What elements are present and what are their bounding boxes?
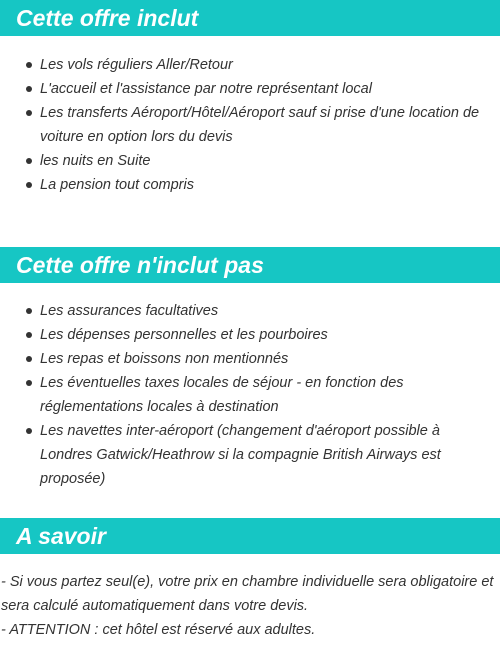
list-item: Les dépenses personnelles et les pourboires [26,323,494,347]
included-list [0,53,500,197]
excluded-section [0,247,500,491]
list-item: La pension tout compris [26,173,494,197]
list-item: Les repas et boissons non mentionnés [26,347,494,371]
list-item: Les assurances facultatives [26,299,494,323]
list-item: Les vols réguliers Aller/Retour [26,53,494,77]
info-line: - ATTENTION : cet hôtel est réservé aux adultes. [1,622,316,638]
info-section [0,518,500,642]
list-item: Les navettes inter-aéroport (changement d'aéroport possible à Londres Gatwick/Heathrow si la compagnie British Airways est proposée) [26,419,494,491]
list-item: les nuits en Suite [26,149,494,173]
included-title: Cette offre inclut [0,0,500,36]
excluded-title: Cette offre n'inclut pas [0,247,500,283]
list-item: L'accueil et l'assistance par notre représentant local [26,77,494,101]
list-item: Les transferts Aéroport/Hôtel/Aéroport sauf si prise d'une location de voiture en option lors du devis [26,101,494,149]
info-title: A savoir [0,518,500,554]
list-item: Les éventuelles taxes locales de séjour - en fonction des réglementations locales à destination [26,371,494,419]
excluded-list [0,299,500,491]
info-text [0,570,500,642]
included-section [0,0,500,197]
info-line: - Si vous partez seul(e), votre prix en chambre individuelle sera obligatoire et sera calculé automatiquement dans votre devis. [1,574,494,614]
